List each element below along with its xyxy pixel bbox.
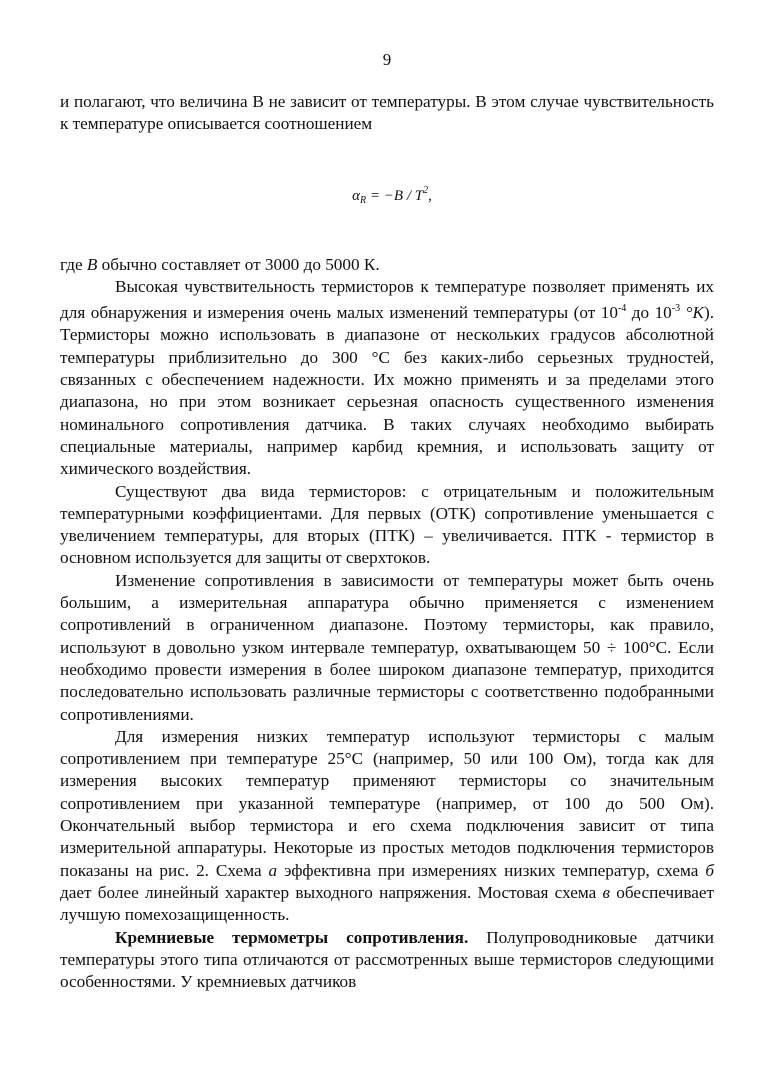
p3-text-c: ). Термисторы можно использовать в диапазоне от нескольких градусов абсолютной температуры приблизительно до 300 °C без каких-либо серьезных трудностей, связанных с обеспечением надежности. Их можно применять и за пределами этого диапазона, но при этом возникает серьезная опасность существенного изменения номинального сопротивления датчика. В таких случаях необходимо выбирать специальные материалы, например карбид кремния, и использовать защиту от химического воздействия. xyxy=(60,303,714,479)
p2-variable-b: B xyxy=(86,254,98,274)
formula-rhs-superscript: 2 xyxy=(423,184,429,196)
paragraph-1: и полагают, что величина B не зависит от температуры. В этом случае чувствительность к температуре описывается соотношением xyxy=(60,92,714,134)
paragraph-3 xyxy=(60,276,714,481)
p7-text: Полупроводниковые датчики температуры этого типа отличаются от рассмотренных выше термисторов следующими особенностями. У кремниевых датчиков xyxy=(60,927,714,992)
p6-scheme-b: б xyxy=(705,860,714,880)
p2-text-c: обычно составляет от 3000 до 5000 К. xyxy=(97,254,380,274)
p3-text-b: до 10 xyxy=(626,303,672,323)
p6-text-a: Для измерения низких температур используют термисторы с малым сопротивлением при температуре 25°C (например, 50 или 100 Ом), тогда как для измерения высоких температур применяют термисторы со значительным сопротивлением при указанной температуре (например, от 100 до 500 Ом). Окончательный выбор термистора и его схема подключения зависит от типа измерительной аппаратуры. Некоторые из простых методов подключения термисторов показаны на рис. 2. Схема xyxy=(60,726,714,880)
p6-scheme-v: в xyxy=(602,882,611,902)
p3-exponent-2: -3 xyxy=(671,303,681,315)
formula-lhs-subscript: R xyxy=(360,194,367,206)
paragraph-2 xyxy=(60,254,714,276)
formula-lhs: α xyxy=(352,187,361,204)
p3-exponent-1: -4 xyxy=(617,303,627,315)
formula-rhs: = −B / T xyxy=(366,187,424,204)
section-heading-silicon-thermometers: Кремниевые термометры сопротивления. xyxy=(115,927,469,947)
paragraph-6 xyxy=(60,726,714,927)
page-body xyxy=(60,91,714,993)
formula-trailing-comma: , xyxy=(428,187,432,204)
p6-text-c: дает более линейный характер выходного напряжения. Мостовая схема xyxy=(60,882,603,902)
p6-scheme-a: а xyxy=(268,860,278,880)
paragraph-4: Существуют два вида термисторов: с отрицательным и положительным температурными коэффициентами. Для первых (ОТК) сопротивление уменьшается с увеличением температуры, для вторых (ПТК) – увеличивается. ПТК - термистор в основном используется для защиты от сверхтоков. xyxy=(60,481,714,568)
page-number: 9 xyxy=(382,50,392,69)
p3-unit: °K xyxy=(680,303,704,323)
formula-sensitivity xyxy=(70,180,714,212)
p2-text-a: где xyxy=(60,254,87,274)
p3-text-a: Высокая чувствительность термисторов к температуре позволяет применять их для обнаружения и измерения очень малых изменений температуры (от 10 xyxy=(60,276,714,323)
p6-text-d: обеспечивает лучшую помехозащищенность. xyxy=(60,882,714,925)
paragraph-7 xyxy=(60,927,714,994)
paragraph-5: Изменение сопротивления в зависимости от температуры может быть очень большим, а измерительная аппаратура обычно применяется с изменением сопротивлений в ограниченном диапазоне. Поэтому термисторы, как правило, используют в довольно узком интервале температур, охватывающем 50 ÷ 100°C. Если необходимо провести измерения в более широком диапазоне температур, приходится последовательно использовать различные термисторы с соответственно подобранными сопротивлениями. xyxy=(60,570,714,724)
p6-text-b: эффективна при измерениях низких температур, схема xyxy=(277,860,706,880)
